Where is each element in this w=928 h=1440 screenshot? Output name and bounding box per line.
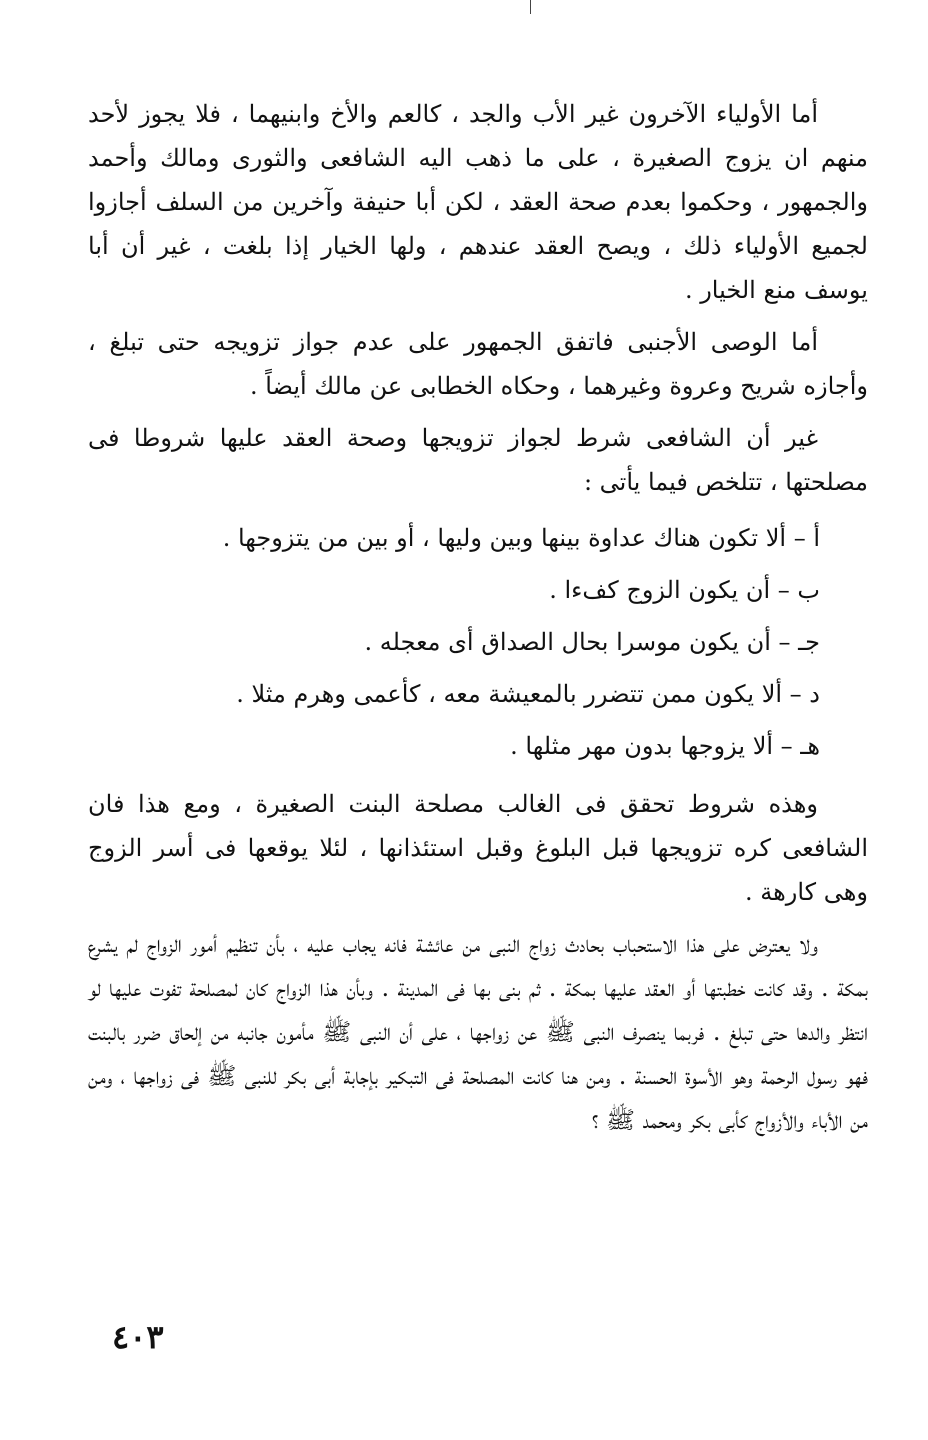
condition-item-d: د – ألا يكون ممن تتضرر بالمعيشة معه ، كأعمى وهرم مثلا . <box>236 680 820 708</box>
paragraph-shafii-conditions: غير أن الشافعى شرط لجواز تزويجها وصحة العقد عليها شروطا فى مصلحتها ، تتلخص فيما يأتى : <box>88 424 868 496</box>
paragraph-foreign-guardian: أما الوصى الأجنبى فاتفق الجمهور على عدم جواز تزويجه حتى تبلغ ، وأجازه شريح وعروة وغيرهما ، وحكاه الخطابى عن مالك أيضاً . <box>88 328 868 400</box>
condition-item-h: هـ – ألا يزوجها بدون مهر مثلها . <box>510 732 820 760</box>
condition-item-b: ب – أن يكون الزوج كفءا . <box>549 576 820 604</box>
conditions-list <box>88 512 868 772</box>
page-number: ٤٠٣ <box>112 1318 164 1356</box>
paragraph-guardians: أما الأولياء الآخرون غير الأب والجد ، كالعم والأخ وابنيهما ، فلا يجوز لأحد منهم ان يزوج الصغيرة ، على ما ذهب اليه الشافعى والثورى ومالك وأحمد والجمهور ، وحكموا بعدم صحة العقد ، لكن أبا حنيفة وآخرين من السلف أجازوا لجميع الأولياء ذلك ، ويصح العقد عندهم ، ولها الخيار إذا بلغت ، غير أن أبا يوسف منع الخيار . <box>88 100 868 304</box>
condition-item-a: أ – ألا تكون هناك عداوة بينها وبين وليها ، أو بين من يتزوجها . <box>222 524 820 552</box>
paragraph-conditions-summary: وهذه شروط تحقق فى الغالب مصلحة البنت الصغيرة ، ومع هذا فان الشافعى كره تزويجها قبل البلوغ وقبل استئذانها ، لئلا يوقعها فى أسر الزوج وهى كارهة . <box>88 790 868 906</box>
paragraph-aisha-marriage: ولا يعترض على هذا الاستحباب بحادث زواج النبى من عائشة فانه يجاب عليه ، بأن تنظيم أمور الزواج لم يشرع بمكة . وقد كانت خطبتها أو العقد عليها بمكة . ثم بنى بها فى المدينة . وبأن هذا الزواج كان لمصلحة تفوت عليها لو انتظر والدها حتى تبلغ . فربما ينصرف النبى ﷺ عن زواجها ، على أن النبى ﷺ مأمون جانبه من إلحاق ضرر بالبنت فهو رسول الرحمة وهو الأسوة الحسنة . ومن هنا كانت المصلحة فى التبكير بإجابة أبى بكر للنبى ﷺ فى زواجها ، ومن من الأباء والأزواج كأبى بكر ومحمد ﷺ ؟ <box>88 930 868 1134</box>
condition-item-j: جـ – أن يكون موسرا بحال الصداق أى معجله . <box>364 628 820 656</box>
page-body <box>88 92 868 1150</box>
scan-mark <box>530 0 531 14</box>
